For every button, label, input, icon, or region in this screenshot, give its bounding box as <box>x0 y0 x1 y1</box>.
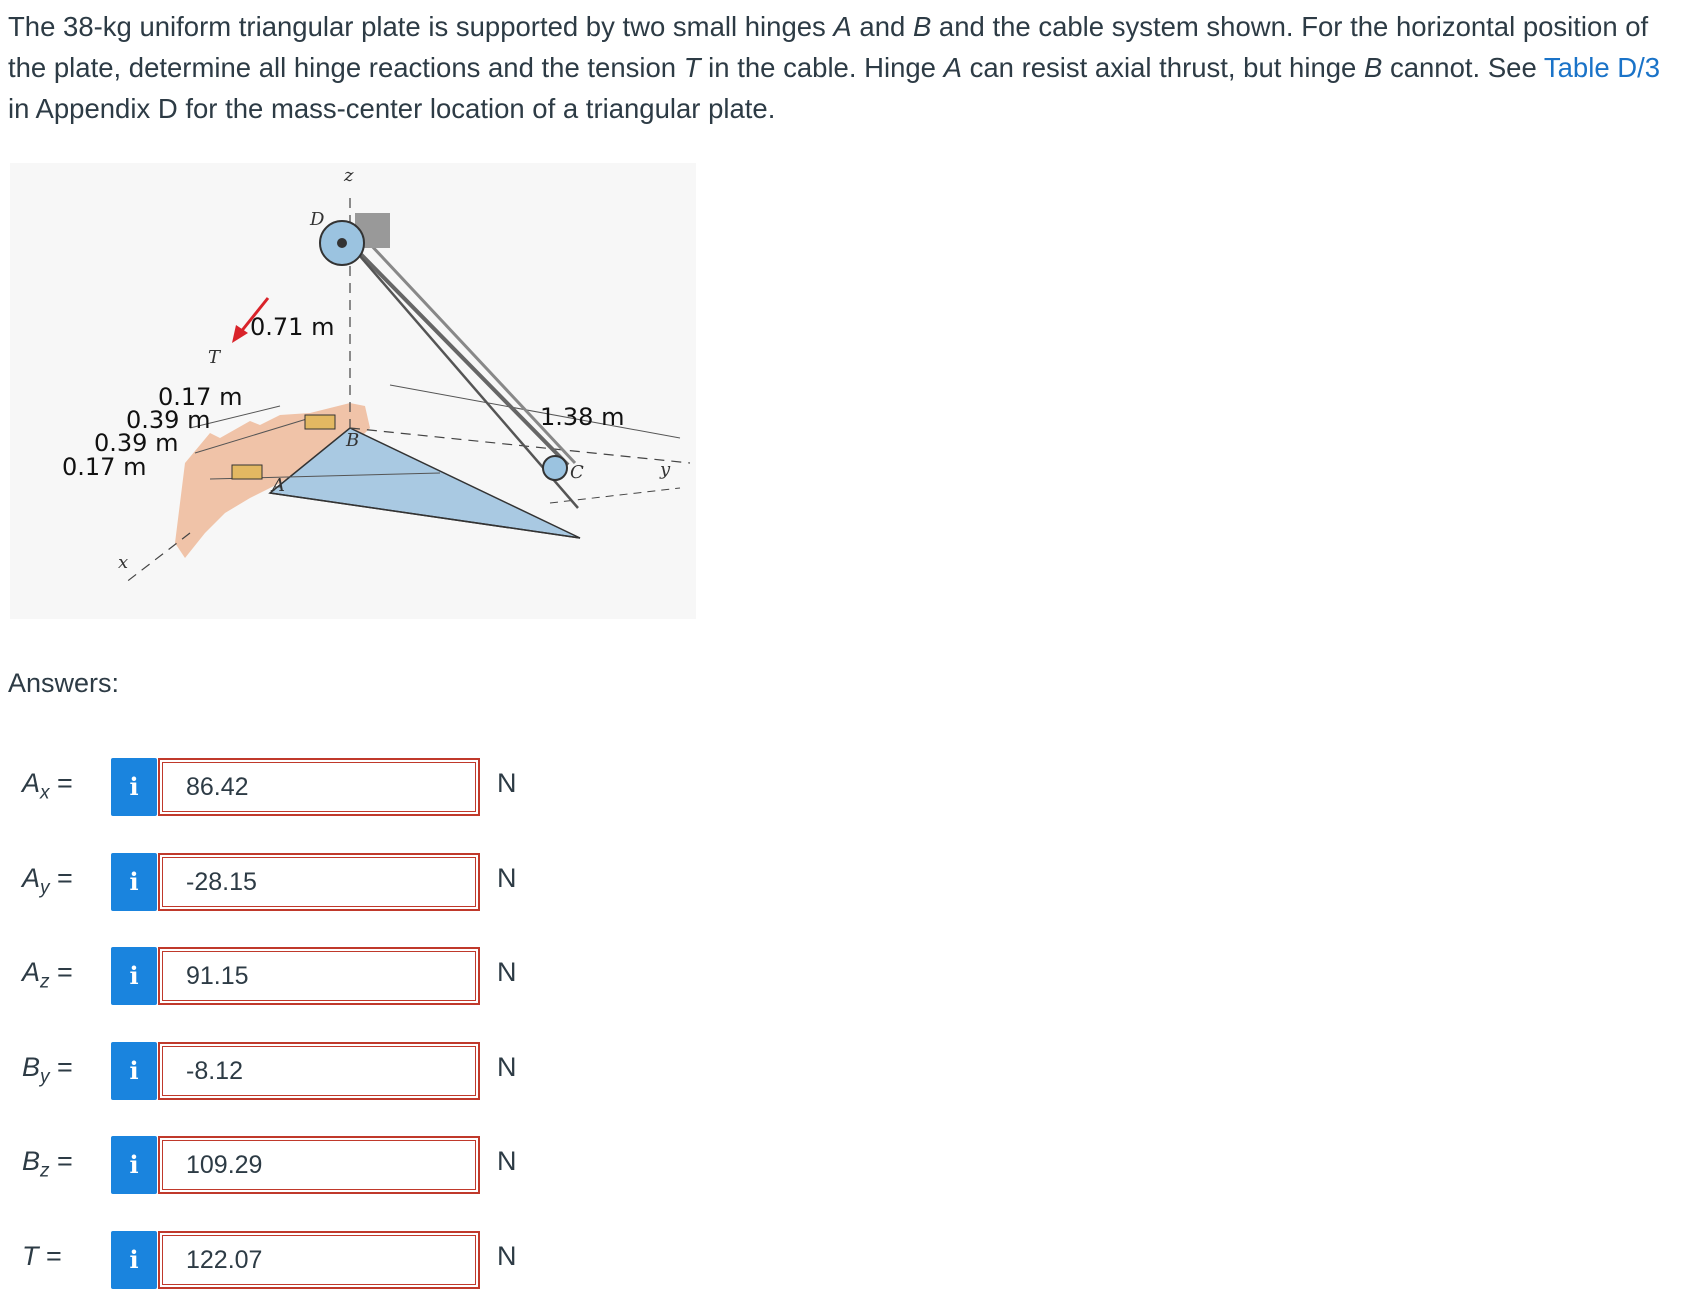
answer-row-az <box>0 947 600 1007</box>
answer-label: T = <box>22 1241 62 1271</box>
dim-071: 0.71 m <box>250 313 335 341</box>
problem-statement: The 38-kg uniform triangular plate is supported by two small hinges A and B and the cable system shown. For the horizontal position of the plate, determine all hinge reactions and the tension T in the cable. Hinge A can resist axial thrust, but hinge B cannot. See Table D/3 in Appendix D for the mass-center location of a triangular plate. <box>8 11 1661 124</box>
answer-label: $B_z$ = <box>22 1146 73 1182</box>
label-z: z <box>344 165 354 186</box>
unit-label: N <box>497 1146 517 1176</box>
table-d3-link[interactable]: Table D/3 <box>1543 52 1661 83</box>
answer-row-bz <box>0 1136 600 1196</box>
answer-label: $B_y$ = <box>22 1052 73 1088</box>
pulley-c <box>543 456 567 480</box>
info-icon[interactable]: i <box>111 758 157 816</box>
answer-row-ay <box>0 853 600 913</box>
answer-row-by <box>0 1042 600 1102</box>
answer-row-ax <box>0 758 600 818</box>
dim-138: 1.38 m <box>540 403 625 431</box>
problem-figure <box>10 163 696 619</box>
dim-017b: 0.17 m <box>62 453 147 481</box>
answers-label: Answers: <box>8 668 120 698</box>
dim-039b: 0.39 m <box>94 429 179 457</box>
answer-row-t <box>0 1231 600 1291</box>
label-a: A <box>272 475 285 496</box>
answer-label: $A_y$ = <box>22 863 73 899</box>
unit-label: N <box>497 957 517 987</box>
info-icon[interactable]: i <box>111 853 157 911</box>
label-b: B <box>346 430 360 451</box>
unit-label: N <box>497 1052 517 1082</box>
dim-039a: 0.39 m <box>126 406 211 434</box>
answer-input[interactable]: 86.42 <box>158 758 480 816</box>
label-c: C <box>570 462 584 483</box>
answer-input[interactable]: 109.29 <box>158 1136 480 1194</box>
hinge-b <box>305 415 335 429</box>
label-t: T <box>208 347 221 368</box>
unit-label: N <box>497 863 517 893</box>
label-y: y <box>660 459 671 480</box>
answer-input[interactable]: 91.15 <box>158 947 480 1005</box>
unit-label: N <box>497 1241 517 1271</box>
answer-label: $A_x$ = <box>22 768 73 804</box>
answer-input[interactable]: 122.07 <box>158 1231 480 1289</box>
answer-label: $A_z$ = <box>22 957 73 993</box>
info-icon[interactable]: i <box>111 1042 157 1100</box>
unit-label: N <box>497 768 517 798</box>
info-icon[interactable]: i <box>111 947 157 1005</box>
label-d: D <box>310 209 325 230</box>
answer-input[interactable]: -28.15 <box>158 853 480 911</box>
dim-017a: 0.17 m <box>158 383 243 411</box>
hinge-a <box>232 465 262 479</box>
label-x: x <box>118 552 129 573</box>
info-icon[interactable]: i <box>111 1231 157 1289</box>
answer-input[interactable]: -8.12 <box>158 1042 480 1100</box>
info-icon[interactable]: i <box>111 1136 157 1194</box>
